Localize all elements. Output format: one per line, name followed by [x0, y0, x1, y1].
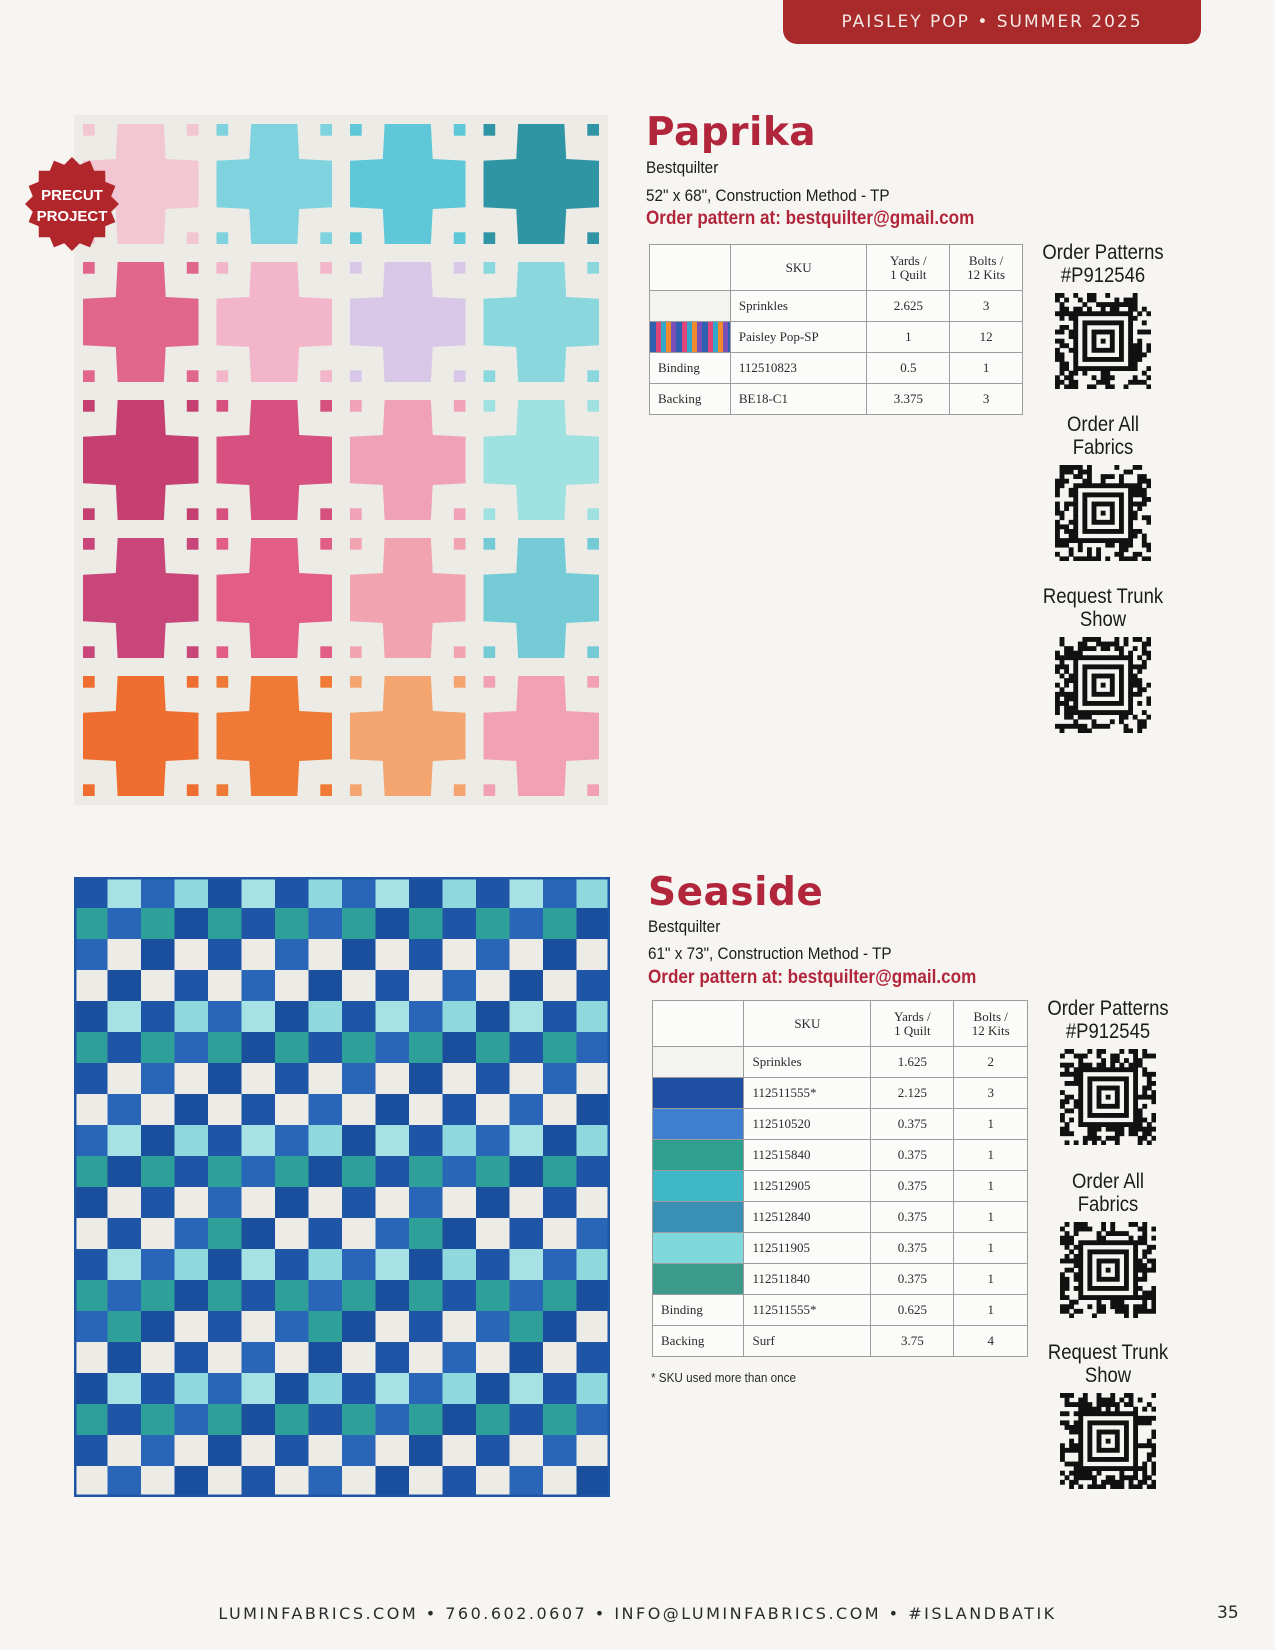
- sku-cell: Surf: [744, 1326, 871, 1357]
- qr-block[interactable]: [1033, 1341, 1183, 1489]
- yards-cell: 3.75: [871, 1326, 954, 1357]
- yards-header: Yards / 1 Quilt: [871, 1001, 954, 1047]
- bolts-header: Bolts / 12 Kits: [954, 1001, 1028, 1047]
- qr-label-line-2: Show: [1084, 1364, 1132, 1387]
- bolts-cell: 1: [954, 1109, 1028, 1140]
- table-row: [653, 1140, 1028, 1171]
- qr-label-line-2: Fabrics: [1072, 436, 1134, 459]
- qr-code-icon[interactable]: [1055, 637, 1151, 733]
- qr-label-line-1: Order Patterns: [1042, 241, 1164, 264]
- yards-cell: 0.375: [871, 1202, 954, 1233]
- table-row: [653, 1233, 1028, 1264]
- bolts-cell: 3: [950, 384, 1023, 415]
- row-label: Binding: [653, 1295, 744, 1326]
- row-label: Binding: [650, 353, 731, 384]
- table-row: [653, 1295, 1028, 1326]
- fabric-swatch: [653, 1140, 744, 1171]
- qr-label-line-2: #P912545: [1065, 1020, 1151, 1043]
- precut-project-badge: [24, 156, 120, 252]
- badge-line-2: PROJECT: [36, 208, 108, 225]
- yards-cell: 0.375: [871, 1233, 954, 1264]
- sku-cell: BE18-C1: [730, 384, 867, 415]
- row-label: Backing: [653, 1326, 744, 1357]
- swatch-fill: [650, 291, 730, 321]
- sku-cell: 112510520: [744, 1109, 871, 1140]
- fabric-table: [652, 1000, 1028, 1357]
- fabric-table: [649, 244, 1023, 415]
- row-label: Backing: [650, 384, 731, 415]
- yards-cell: 0.375: [871, 1140, 954, 1171]
- seaside-quilt-image: [74, 877, 610, 1497]
- paprika-quilt-image: [74, 115, 608, 805]
- swatch-fill: [653, 1171, 743, 1201]
- yards-cell: 0.375: [871, 1109, 954, 1140]
- sku-cell: 112511555*: [744, 1078, 871, 1109]
- sku-cell: 112511840: [744, 1264, 871, 1295]
- qr-block[interactable]: [1033, 1170, 1183, 1318]
- qr-block[interactable]: [1033, 997, 1183, 1145]
- table-row: [653, 1202, 1028, 1233]
- qr-code-icon[interactable]: [1060, 1222, 1156, 1318]
- sku-footnote: * SKU used more than once: [651, 1370, 797, 1385]
- sku-cell: 112510823: [730, 353, 867, 384]
- fabric-swatch: [653, 1202, 744, 1233]
- label-header: [650, 245, 731, 291]
- table-row: [653, 1326, 1028, 1357]
- fabric-swatch: [653, 1109, 744, 1140]
- yards-cell: 3.375: [867, 384, 950, 415]
- order-pattern-link[interactable]: Order pattern at: bestquilter@gmail.com: [646, 208, 975, 229]
- table-row: [650, 291, 1023, 322]
- bolts-cell: 12: [950, 322, 1023, 353]
- swatch-fill: [653, 1047, 743, 1077]
- swatch-fill: [650, 322, 730, 352]
- yards-cell: 0.625: [871, 1295, 954, 1326]
- qr-label-line-1: Order All: [1067, 413, 1139, 436]
- bolts-cell: 3: [954, 1078, 1028, 1109]
- bolts-cell: 1: [954, 1264, 1028, 1295]
- sku-cell: 112512840: [744, 1202, 871, 1233]
- swatch-fill: [653, 1109, 743, 1139]
- fabric-swatch: [653, 1047, 744, 1078]
- fabric-swatch: [653, 1078, 744, 1109]
- yards-cell: 0.5: [867, 353, 950, 384]
- bolts-cell: 1: [954, 1171, 1028, 1202]
- qr-label-line-1: Request Trunk: [1047, 1341, 1169, 1364]
- swatch-fill: [653, 1078, 743, 1108]
- bolts-cell: 1: [954, 1202, 1028, 1233]
- project-title: Paprika: [646, 110, 817, 155]
- qr-label-line-1: Order Patterns: [1047, 997, 1169, 1020]
- yards-cell: 2.125: [871, 1078, 954, 1109]
- bolts-cell: 4: [954, 1326, 1028, 1357]
- qr-block[interactable]: [1028, 585, 1178, 733]
- fabric-swatch: [653, 1233, 744, 1264]
- bolts-cell: 1: [950, 353, 1023, 384]
- qr-block[interactable]: [1028, 241, 1178, 389]
- qr-code-icon[interactable]: [1055, 293, 1151, 389]
- qr-code-icon[interactable]: [1060, 1049, 1156, 1145]
- yards-cell: 0.375: [871, 1264, 954, 1295]
- order-pattern-link[interactable]: Order pattern at: bestquilter@gmail.com: [648, 967, 977, 988]
- sku-cell: 112515840: [744, 1140, 871, 1171]
- footer-contact: LUMINFABRICS.COM • 760.602.0607 • INFO@LUMINFABRICS.COM • #ISLANDBATIK: [218, 1604, 1057, 1623]
- bolts-header: Bolts / 12 Kits: [950, 245, 1023, 291]
- yards-header: Yards / 1 Quilt: [867, 245, 950, 291]
- yards-cell: 1.625: [871, 1047, 954, 1078]
- yards-cell: 0.375: [871, 1171, 954, 1202]
- qr-label-line-1: Request Trunk: [1042, 585, 1164, 608]
- quilt-details: 61" x 73", Construction Method - TP: [648, 944, 892, 963]
- table-row: [650, 353, 1023, 384]
- sku-cell: Sprinkles: [744, 1047, 871, 1078]
- table-row: [653, 1109, 1028, 1140]
- sku-cell: Paisley Pop-SP: [730, 322, 867, 353]
- quilt-details: 52" x 68", Construction Method - TP: [646, 186, 890, 205]
- header-banner: PAISLEY POP • SUMMER 2025: [783, 0, 1201, 44]
- sku-header: SKU: [730, 245, 867, 291]
- designer-name: Bestquilter: [646, 158, 719, 177]
- sku-cell: Sprinkles: [730, 291, 867, 322]
- sku-cell: 112512905: [744, 1171, 871, 1202]
- qr-code-icon[interactable]: [1055, 465, 1151, 561]
- bolts-cell: 2: [954, 1047, 1028, 1078]
- fabric-swatch: [653, 1171, 744, 1202]
- sku-cell: 112511555*: [744, 1295, 871, 1326]
- qr-block[interactable]: [1028, 413, 1178, 561]
- badge-line-1: PRECUT: [41, 187, 103, 204]
- sku-header: SKU: [744, 1001, 871, 1047]
- table-row: [650, 322, 1023, 353]
- swatch-fill: [653, 1233, 743, 1263]
- qr-label-line-1: Order All: [1072, 1170, 1144, 1193]
- project-title: Seaside: [648, 870, 824, 915]
- bolts-cell: 1: [954, 1233, 1028, 1264]
- bolts-cell: 1: [954, 1295, 1028, 1326]
- table-row: [653, 1047, 1028, 1078]
- table-row: [653, 1171, 1028, 1202]
- page-number: 35: [1217, 1603, 1239, 1623]
- yards-cell: 2.625: [867, 291, 950, 322]
- fabric-swatch: [653, 1264, 744, 1295]
- qr-label-line-2: Fabrics: [1077, 1193, 1139, 1216]
- qr-code-icon[interactable]: [1060, 1393, 1156, 1489]
- qr-label-line-2: #P912546: [1060, 264, 1146, 287]
- swatch-fill: [653, 1264, 743, 1294]
- table-row: [653, 1264, 1028, 1295]
- label-header: [653, 1001, 744, 1047]
- table-row: [650, 384, 1023, 415]
- yards-cell: 1: [867, 322, 950, 353]
- bolts-cell: 1: [954, 1140, 1028, 1171]
- bolts-cell: 3: [950, 291, 1023, 322]
- fabric-swatch: [650, 322, 731, 353]
- table-row: [653, 1078, 1028, 1109]
- fabric-swatch: [650, 291, 731, 322]
- qr-label-line-2: Show: [1079, 608, 1127, 631]
- swatch-fill: [653, 1140, 743, 1170]
- swatch-fill: [653, 1202, 743, 1232]
- sku-cell: 112511905: [744, 1233, 871, 1264]
- designer-name: Bestquilter: [648, 917, 721, 936]
